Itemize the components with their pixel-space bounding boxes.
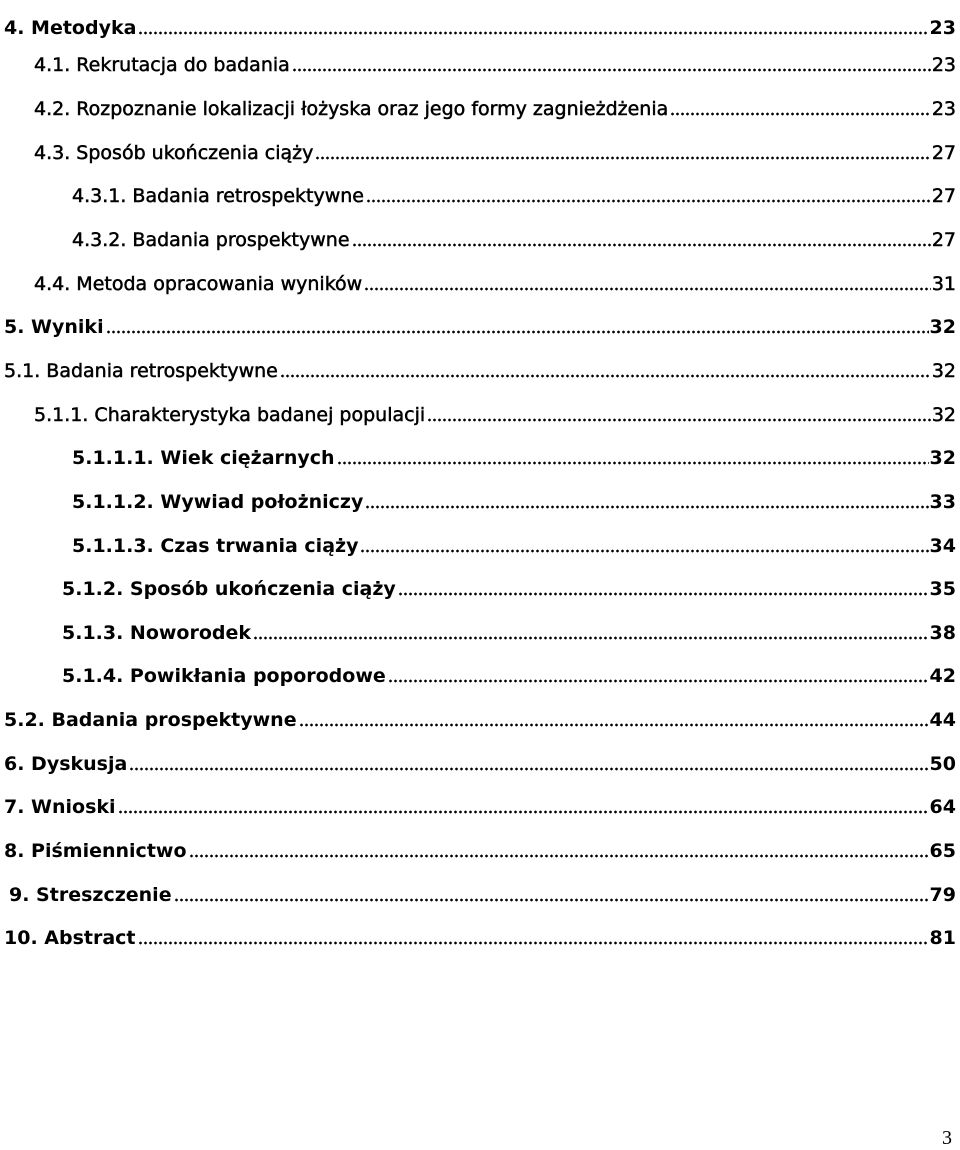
toc-dot-leader	[398, 592, 929, 596]
toc-entry-page: 34	[929, 535, 956, 557]
toc-entry-page: 50	[929, 753, 956, 775]
toc-dot-leader	[138, 31, 928, 35]
toc-entry-page: 38	[929, 622, 956, 644]
toc-entry-label: 4.1. Rekrutacja do badania	[34, 54, 290, 76]
toc-dot-leader	[360, 549, 928, 553]
toc-dot-leader	[388, 679, 929, 683]
toc-entry-label: 5.1.2. Sposób ukończenia ciąży	[62, 578, 396, 600]
toc-entry	[0, 867, 960, 907]
toc-dot-leader	[427, 418, 931, 422]
toc-entry-label: 5.1.4. Powikłania poporodowe	[62, 665, 386, 687]
toc-dot-leader	[352, 243, 931, 247]
toc-entry-page: 31	[931, 273, 956, 295]
toc-entry	[0, 256, 960, 296]
toc-entry-label: 9. Streszczenie	[9, 884, 172, 906]
toc-entry-page: 32	[931, 404, 956, 426]
toc-entry-label: 4.2. Rozpoznanie lokalizacji łożyska oraz jego formy zagnieżdżenia	[34, 98, 669, 120]
toc-entry-page: 44	[929, 709, 956, 731]
toc-entry-label: 4. Metodyka	[4, 17, 137, 39]
toc-dot-leader	[364, 287, 931, 291]
toc-entry-page: 65	[929, 840, 956, 862]
toc-entry-label: 5.1.1.1. Wiek ciężarnych	[72, 447, 335, 469]
toc-entry-label: 4.4. Metoda opracowania wyników	[34, 273, 363, 295]
toc-entry-label: 5.1.1.3. Czas trwania ciąży	[72, 535, 359, 557]
toc-entry	[0, 212, 960, 252]
page-number: 3	[942, 1127, 952, 1149]
toc-entry-page: 27	[931, 229, 956, 251]
toc-dot-leader	[174, 898, 929, 902]
toc-entry	[0, 343, 960, 383]
toc-entry	[0, 430, 960, 470]
toc-entry	[0, 474, 960, 514]
toc-dot-leader	[292, 68, 931, 72]
toc-entry-label: 5.1. Badania retrospektywne	[4, 360, 278, 382]
toc-entry-label: 4.3. Sposób ukończenia ciąży	[34, 142, 314, 164]
toc-entry-label: 4.3.2. Badania prospektywne	[72, 229, 350, 251]
toc-dot-leader	[138, 941, 929, 945]
toc-entry-label: 5. Wyniki	[4, 316, 104, 338]
toc-entry-page: 23	[931, 98, 956, 120]
toc-entry-label: 8. Piśmiennictwo	[4, 840, 187, 862]
toc-dot-leader	[365, 505, 928, 509]
toc-entry-page: 32	[931, 360, 956, 382]
toc-entry-label: 7. Wnioski	[4, 796, 116, 818]
toc-entry	[0, 779, 960, 819]
toc-entry	[0, 387, 960, 427]
toc-entry	[0, 910, 960, 950]
toc-entry-label: 10. Abstract	[4, 927, 136, 949]
toc-entry	[0, 561, 960, 601]
toc-entry-label: 5.2. Badania prospektywne	[4, 709, 297, 731]
toc-dot-leader	[129, 767, 928, 771]
toc-dot-leader	[118, 810, 929, 814]
toc-entry-label: 5.1.1. Charakterystyka badanej populacji	[34, 404, 426, 426]
toc-dot-leader	[280, 374, 931, 378]
toc-dot-leader	[315, 156, 930, 160]
toc-dot-leader	[299, 723, 929, 727]
toc-entry	[0, 37, 960, 77]
toc-entry-label: 5.1.1.2. Wywiad położniczy	[72, 491, 364, 513]
toc-entry-page: 35	[929, 578, 956, 600]
toc-entry	[0, 648, 960, 688]
toc-entry	[0, 823, 960, 863]
toc-entry-page: 32	[929, 316, 956, 338]
toc-entry-page: 32	[929, 447, 956, 469]
toc-entry-page: 42	[929, 665, 956, 687]
toc-dot-leader	[253, 636, 929, 640]
toc-entry	[0, 168, 960, 208]
toc-dot-leader	[106, 330, 929, 334]
toc-entry	[0, 125, 960, 165]
toc-entry	[0, 0, 960, 40]
toc-entry	[0, 736, 960, 776]
toc-entry-page: 27	[931, 142, 956, 164]
toc-entry	[0, 605, 960, 645]
toc-entry-page: 33	[929, 491, 956, 513]
toc-entry-page: 23	[929, 17, 956, 39]
toc-dot-leader	[366, 199, 931, 203]
toc-entry-page: 79	[929, 884, 956, 906]
toc-entry	[0, 692, 960, 732]
toc-entry-label: 6. Dyskusja	[4, 753, 128, 775]
toc-entry-page: 23	[931, 54, 956, 76]
toc-dot-leader	[337, 461, 929, 465]
toc-dot-leader	[189, 854, 929, 858]
toc-entry	[0, 518, 960, 558]
toc-entry-page: 81	[929, 927, 956, 949]
toc-entry	[0, 81, 960, 121]
toc-entry-label: 4.3.1. Badania retrospektywne	[72, 185, 364, 207]
toc-entry-page: 64	[929, 796, 956, 818]
toc-entry	[0, 299, 960, 339]
toc-entry-label: 5.1.3. Noworodek	[62, 622, 252, 644]
toc-dot-leader	[670, 112, 931, 116]
toc-entry-page: 27	[931, 185, 956, 207]
